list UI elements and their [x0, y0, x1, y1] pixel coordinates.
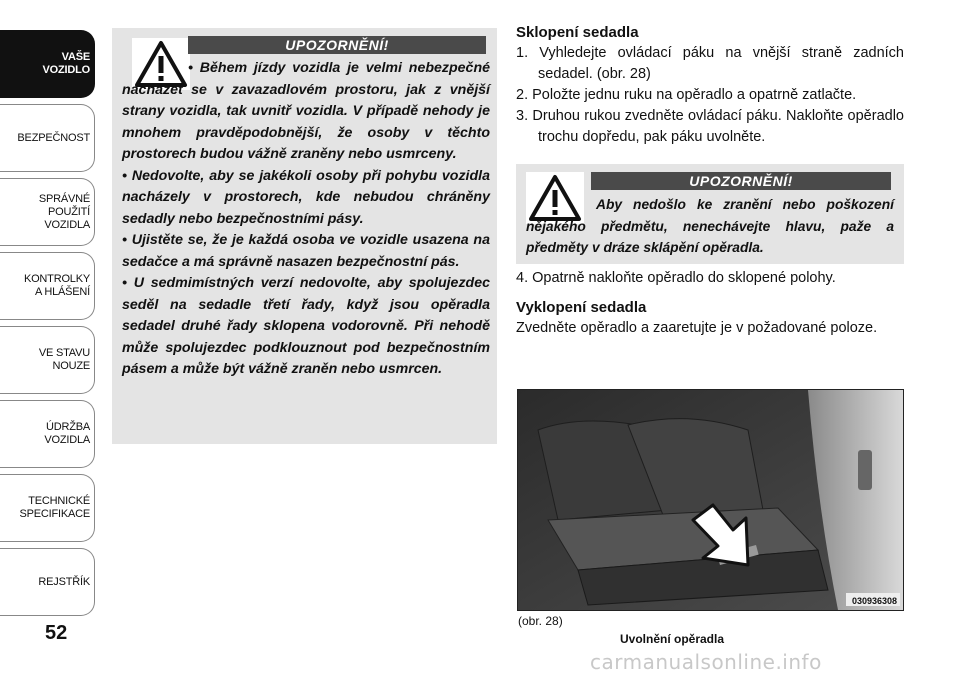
warning-paragraph: • Během jízdy vozidla je velmi nebezpečné nacházet se v zavazadlovém prostoru, jak z vnější strany vozidla, tak uvnitř vozidla. V případě nehody je mnohem pravděpodobnější, že osoby v těchto prostorech budou vážně zraněny nebo usmrceny. [122, 60, 490, 162]
warning-title: UPOZORNĚNÍ! [188, 36, 486, 54]
section-heading-sklopeni: Sklopení sedadla [516, 24, 639, 41]
figure-image-seat-release [517, 389, 904, 611]
warning-paragraph: • U sedmimístných verzí nedovolte, aby spolujezdec seděl na sedadle třetí řady, když jsou opěradla sedadel druhé řady sklopena vodorovně. Při nehodě může spolujezdec podklouznout pod bezpečnostním pásem a může být vážně zraněn nebo usmrcen. [122, 275, 490, 377]
step-item: 4. Opatrně nakloňte opěradlo do sklopené polohy. [516, 270, 836, 286]
warning-box-left [112, 28, 497, 444]
figure-code: 030936308 [851, 596, 897, 606]
tab-udrzba[interactable]: ÚDRŽBA VOZIDLA [0, 400, 95, 468]
right-column [516, 22, 904, 148]
step-item: 1. Vyhledejte ovládací páku na vnější straně zadních sedadel. (obr. 28) [516, 45, 904, 82]
page-number: 52 [45, 622, 68, 644]
step-item: 3. Druhou rukou zvedněte ovládací páku. Nakloňte opěradlo trochu dopředu, pak páku uvolněte. [516, 108, 904, 145]
step-item: 2. Položte jednu ruku na opěradlo a opatrně zatlačte. [516, 87, 857, 103]
section-text: Zvedněte opěradlo a zaaretujte je v požadované poloze. [516, 320, 878, 336]
tab-spravne-pouziti[interactable]: SPRÁVNÉ POUŽITÍ VOZIDLA [0, 178, 95, 246]
warning-paragraph: • Nedovolte, aby se jakékoli osoby při pohybu vozidla nacházely v prostorech, kde nebudou chráněny sedadly nebo bezpečnostními pásy. [122, 167, 490, 227]
figure-caption: (obr. 28) [518, 614, 563, 628]
warning-title: UPOZORNĚNÍ! [591, 172, 891, 190]
warning-box-right [516, 164, 904, 264]
tab-ve-stavu-nouze[interactable]: VE STAVU NOUZE [0, 326, 95, 394]
warning-text: Aby nedošlo ke zranění nebo poškození nějakého předmětu, nenechávejte hlavu, paže a předměty v dráze sklápění opěradla. [526, 197, 894, 255]
tab-technicke-specifikace[interactable]: TECHNICKÉ SPECIFIKACE [0, 474, 95, 542]
figure-title: Uvolnění opěradla [620, 632, 725, 646]
tab-vase-vozidlo[interactable]: VAŠE VOZIDLO [0, 30, 95, 98]
section-heading-vyklopeni: Vyklopení sedadla [516, 299, 647, 316]
tab-rejstrik[interactable]: REJSTŘÍK [0, 548, 95, 616]
warning-paragraph: • Ujistěte se, že je každá osoba ve vozidle usazena na sedačce a má správně nasazen bezpečnostní pás. [122, 232, 490, 270]
tab-bezpecnost[interactable]: BEZPEČNOST [0, 104, 95, 172]
tab-kontrolky[interactable]: KONTROLKY A HLÁŠENÍ [0, 252, 95, 320]
steps-list [516, 43, 904, 148]
watermark: carmanualsonline.info [590, 650, 822, 674]
